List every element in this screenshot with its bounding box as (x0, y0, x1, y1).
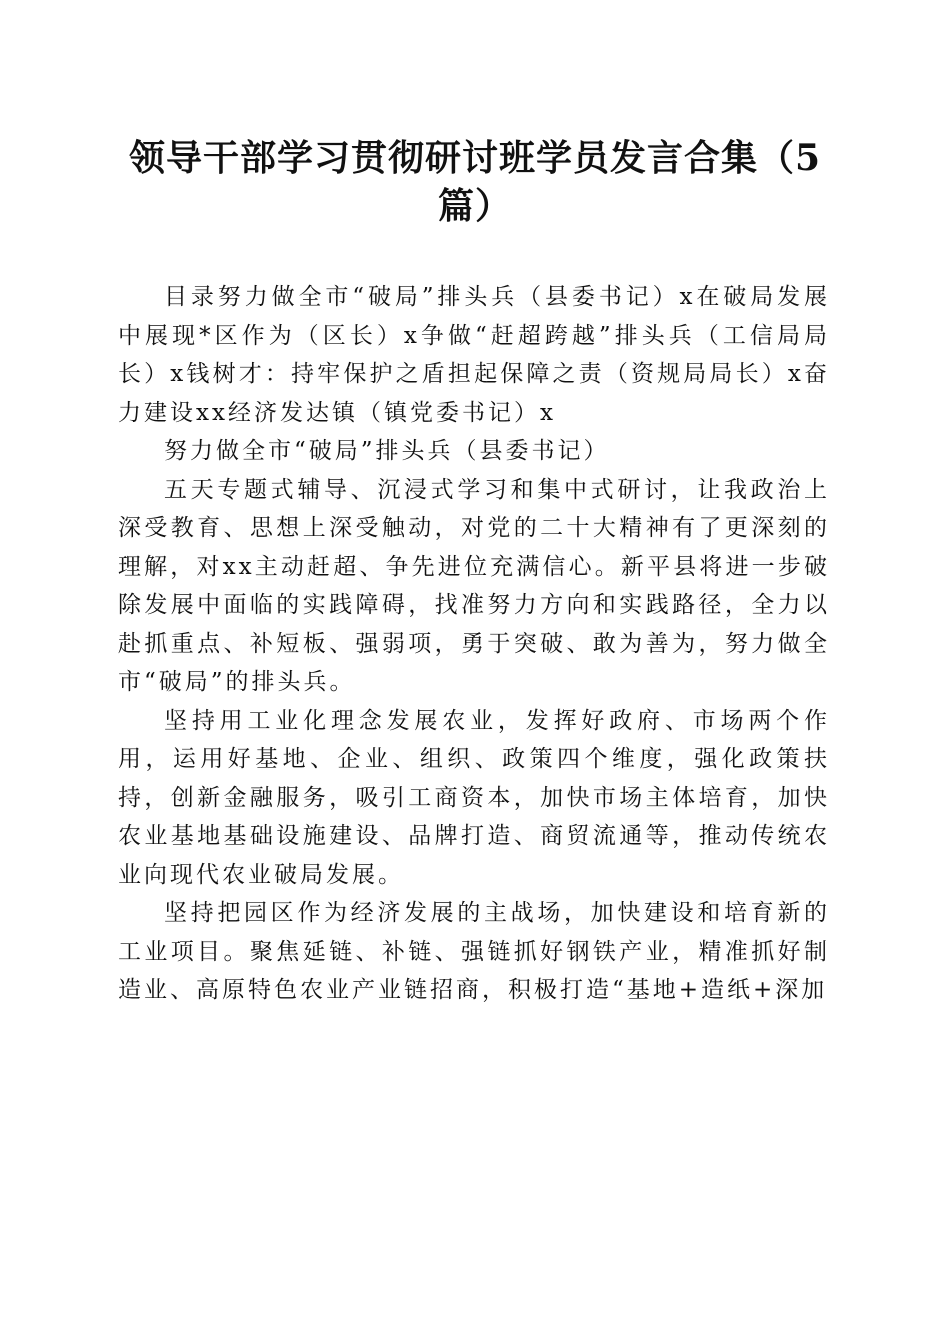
paragraph-table-of-contents: 目录努力做全市“破局”排头兵（县委书记）x在破局发展中展现*区作为（区长）x争做“赶超跨越”排头兵（工信局局长）x钱树才：持牢保护之盾担起保障之责（资规局局长）x奋力建设xx经济发达镇（镇党委书记）x (118, 284, 830, 426)
paragraph-section-heading: 努力做全市“破局”排头兵（县委书记） (164, 438, 610, 464)
paragraph: 五天专题式辅导、沉浸式学习和集中式研讨，让我政治上深受教育、思想上深受触动，对党的二十大精神有了更深刻的理解，对xx主动赶超、争先进位充满信心。新平县将进一步破除发展中面临的实践障碍，找准努力方向和实践路径，全力以赴抓重点、补短板、强弱项，勇于突破、敢为善为，努力做全市“破局”的排头兵。 (118, 476, 830, 695)
paragraph: 坚持把园区作为经济发展的主战场，加快建设和培育新的工业项目。聚焦延链、补链、强链抓好钢铁产业，精准抓好制造业、高原特色农业产业链招商，积极打造“基地+造纸+深加 (118, 900, 830, 1003)
paragraph: 坚持用工业化理念发展农业，发挥好政府、市场两个作用，运用好基地、企业、组织、政策四个维度，强化政策扶持，创新金融服务，吸引工商资本，加快市场主体培育，加快农业基地基础设施建设、品牌打造、商贸流通等，推动传统农业向现代农业破局发展。 (118, 707, 830, 888)
document-title: 领导干部学习贯彻研讨班学员发言合集（5篇） (128, 137, 822, 227)
document-body (118, 278, 830, 1010)
